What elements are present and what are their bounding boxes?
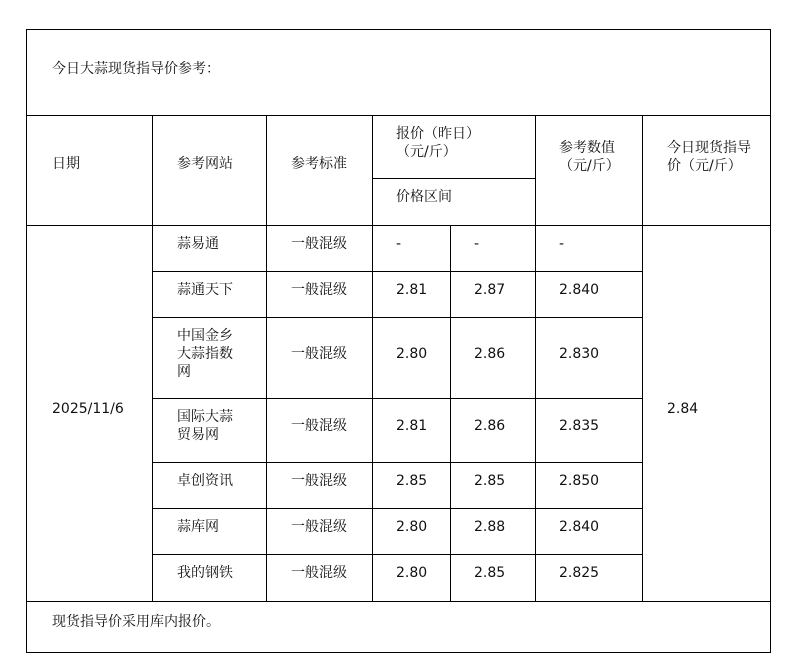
price-low-cell: 2.80 (396, 565, 428, 581)
price-high-cell: 2.87 (474, 282, 506, 298)
column-divider (642, 115, 643, 601)
row-divider (152, 508, 642, 509)
row-divider (152, 462, 642, 463)
row-divider (152, 554, 642, 555)
column-divider (372, 115, 373, 601)
standard-cell: 一般混级 (291, 473, 347, 489)
header-price-line1: 报价（昨日） (396, 126, 480, 142)
date-cell: 2025/11/6 (52, 401, 124, 417)
price-low-cell: - (396, 236, 402, 252)
standard-cell: 一般混级 (291, 418, 347, 434)
site-cell: 蒜易通 (177, 236, 219, 252)
row-divider (152, 271, 642, 272)
price-high-cell: 2.85 (474, 565, 506, 581)
price-high-cell: 2.86 (474, 418, 506, 434)
header-today-price: 今日现货指导价（元/斤） (667, 140, 751, 174)
reference-value-cell: 2.835 (559, 418, 600, 434)
reference-value-cell: - (559, 236, 565, 252)
price-high-cell: 2.88 (474, 519, 506, 535)
price-low-cell: 2.81 (396, 282, 428, 298)
price-low-cell: 2.80 (396, 519, 428, 535)
site-cell: 蒜通天下 (177, 282, 233, 298)
reference-value-cell: 2.850 (559, 473, 600, 489)
column-divider (450, 225, 451, 601)
row-divider (152, 317, 642, 318)
header-price-range: 价格区间 (396, 189, 452, 205)
price-high-cell: 2.85 (474, 473, 506, 489)
header-price-line2: （元/斤） (396, 144, 457, 160)
column-divider (266, 115, 267, 601)
column-divider (152, 115, 153, 601)
site-cell: 中国金乡大蒜指数网 (177, 328, 233, 380)
price-low-cell: 2.85 (396, 473, 428, 489)
site-cell: 卓创资讯 (177, 473, 233, 489)
footer-divider (27, 601, 770, 602)
standard-cell: 一般混级 (291, 519, 347, 535)
row-divider (152, 398, 642, 399)
header-date: 日期 (52, 156, 80, 172)
title-divider (27, 115, 770, 116)
price-high-cell: 2.86 (474, 346, 506, 362)
price-header-divider (372, 178, 535, 179)
table-title: 今日大蒜现货指导价参考： (52, 61, 220, 77)
header-reference-value: 参考数值（元/斤） (559, 140, 620, 174)
header-site: 参考网站 (177, 156, 233, 172)
header-standard: 参考标准 (291, 156, 347, 172)
header-bottom-divider (27, 225, 770, 226)
site-cell: 我的钢铁 (177, 565, 233, 581)
footer-note: 现货指导价采用库内报价。 (52, 614, 220, 630)
price-table (26, 29, 771, 653)
today-price-cell: 2.84 (667, 401, 699, 417)
price-low-cell: 2.80 (396, 346, 428, 362)
standard-cell: 一般混级 (291, 565, 347, 581)
column-divider (535, 115, 536, 601)
standard-cell: 一般混级 (291, 346, 347, 362)
reference-value-cell: 2.840 (559, 519, 600, 535)
site-cell: 蒜库网 (177, 519, 219, 535)
site-cell: 国际大蒜贸易网 (177, 409, 233, 443)
standard-cell: 一般混级 (291, 282, 347, 298)
price-low-cell: 2.81 (396, 418, 428, 434)
reference-value-cell: 2.840 (559, 282, 600, 298)
reference-value-cell: 2.825 (559, 565, 600, 581)
price-high-cell: - (474, 236, 480, 252)
standard-cell: 一般混级 (291, 236, 347, 252)
reference-value-cell: 2.830 (559, 346, 600, 362)
